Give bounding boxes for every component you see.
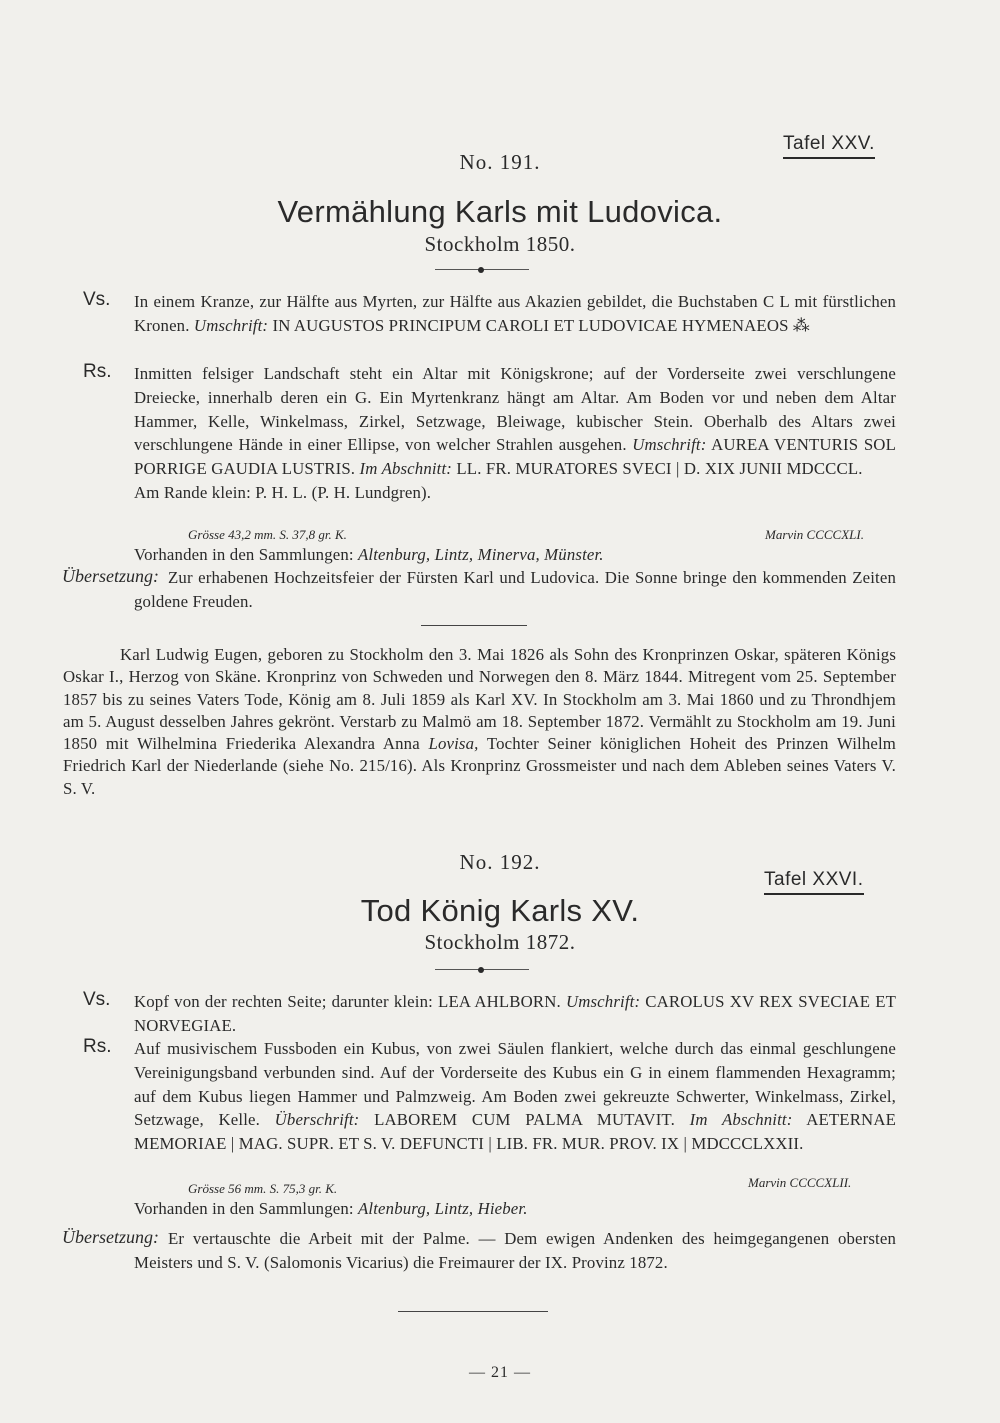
reverse-label: Rs. [83,361,112,382]
obverse-description: Kopf von der rechten Seite; darunter klein: LEA AHLBORN. Umschrift: CAROLUS XV REX SVECIAE ET NORVEGIAE. [134,992,897,1035]
reverse-description: Auf musivischem Fussboden ein Kubus, von zwei Säulen flankiert, welche durch das einmal geschlungene Vereinigungsband verbunden sind. Auf der Vorderseite des Kubus ein G in einem flammenden Hexagramm; auf dem Kubus liegen Hammer und Palmzweig. Am Boden zwei gekreuzte Schwerter, Winkelmass, Zirkel, Setzwage, Kelle. Überschrift: LABOREM CUM PALMA MUTAVIT. Im Abschnitt: AETERNAE MEMORIAE | MAG. SUPR. ET S. V. DEFUNCTI | LIB. FR. MUR. PROV. IX | MDCCCLXXII. [134,1039,896,1154]
collections-line: Vorhanden in den Sammlungen: Altenburg, Lintz, Minerva, Münster. [134,545,604,564]
catalog-reference: Marvin CCCCXLI. [765,527,864,542]
obverse-label: Vs. [83,989,111,1010]
translation-label: Übersetzung: [62,566,159,586]
size-weight-info: Grösse 56 mm. S. 75,3 gr. K. [188,1181,338,1196]
plate-number: Tafel XXVI. [764,869,864,895]
reverse-label: Rs. [83,1036,112,1057]
entry-number: No. 191. [459,150,541,174]
obverse-description: In einem Kranze, zur Hälfte aus Myrten, zur Hälfte aus Akazien gebildet, die Buchstaben C L mit fürstlichen Kronen. Umschrift: IN AUGUSTOS PRINCIPUM CAROLI ET LUDOVICAE HYMENAEOS ⁂ [134,292,896,335]
entry-title: Tod König Karls XV. [360,893,640,928]
translation-text: Zur erhabenen Hochzeitsfeier der Fürsten Karl und Ludovica. Die Sonne bringe den kommenden Zeiten goldene Freuden. [134,568,896,611]
ornament-divider [435,966,529,974]
plate-number: Tafel XXV. [783,133,875,159]
entry-number: No. 192. [459,850,541,874]
entry-place-date: Stockholm 1872. [424,930,576,954]
size-weight-info: Grösse 43,2 mm. S. 37,8 gr. K. [188,527,347,542]
section-divider [398,1311,548,1312]
page-number: — 21 — [469,1364,531,1381]
entry-title: Vermählung Karls mit Ludovica. [277,194,723,229]
reverse-description: Inmitten felsiger Landschaft steht ein Altar mit Königskrone; auf der Vorderseite zwei verschlungene Dreiecke, innerhalb deren ein G. Ein Myrtenkranz hängt am Altar. Am Boden vor und neben dem Altar Hammer, Kelle, Winkelmass, Zirkel, Setzwage, Bleiwage, kubischer Stein. Oberhalb des Altars zwei verschlungene Hände in einer Ellipse, von welcher Strahlen ausgehen. Umschrift: AUREA VENTURIS SOL PORRIGE GAUDIA LUSTRIS. Im Abschnitt: LL. FR. MURATORES SVECI | D. XIX JUNII MDCCCL. Am Rande klein: P. H. L. (P. H. Lundgren). [134,364,896,502]
catalog-reference: Marvin CCCCXLII. [748,1175,852,1190]
translation-text: Er vertauschte die Arbeit mit der Palme. — Dem ewigen Andenken des heimgegangenen obersten Meisters und S. V. (Salomonis Vicarius) die Freimaurer der IX. Provinz 1872. [134,1229,896,1272]
section-divider [421,625,527,626]
collections-line: Vorhanden in den Sammlungen: Altenburg, Lintz, Hieber. [134,1199,528,1218]
obverse-label: Vs. [83,289,111,310]
biography-paragraph: Karl Ludwig Eugen, geboren zu Stockholm den 3. Mai 1826 als Sohn des Kronprinzen Oskar, späteren Königs Oskar I., Herzog von Skäne. Kronprinz von Schweden und Norwegen den 8. März 1844. Mitregent vom 25. September 1857 bis zu seines Vaters Tode, König am 8. Juli 1859 als Karl XV. In Stockholm am 3. Mai 1860 und zu Throndhjem am 5. August desselben Jahres gekrönt. Verstarb zu Malmö am 18. September 1872. Vermählt zu Stockholm am 19. Juni 1850 mit Wilhelmina Friederika Alexandra Anna Lovisa, Tochter Seiner königlichen Hoheit des Prinzen Wilhelm Friedrich Karl der Niederlande (siehe No. 215/16). Als Kronprinz Grossmeister und nach dem Ableben seines Vaters V. S. V. [63,645,896,798]
entry-place-date: Stockholm 1850. [424,232,576,256]
translation-label: Übersetzung: [62,1227,159,1247]
ornament-divider [435,266,529,274]
